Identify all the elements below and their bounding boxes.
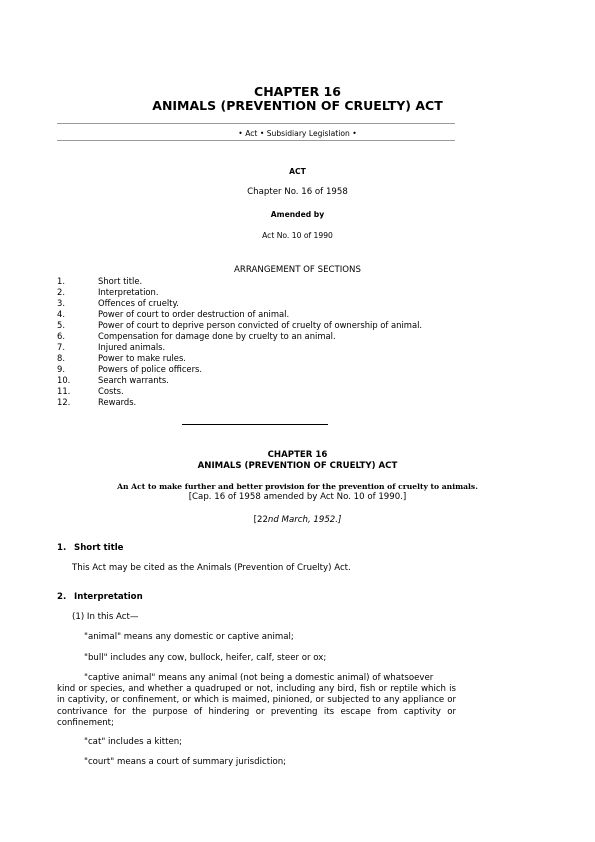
chapter-number: Chapter No. 16 of 1958: [247, 187, 348, 197]
definition-cat: "cat" includes a kitten;: [84, 737, 183, 747]
nav-divider: [57, 140, 455, 141]
definition-captive-animal-first-line: "captive animal" means any animal (not being a domestic animal) of whatsoever: [84, 673, 434, 683]
section-number: 11.: [57, 386, 71, 396]
definition-bull: "bull" includes any cow, bullock, heifer, calf, steer or ox;: [84, 653, 327, 663]
section-link[interactable]: Powers of police officers.: [98, 364, 203, 374]
section-number: 3.: [57, 298, 65, 308]
section-divider: [182, 424, 328, 425]
section-2-title: Interpretation: [74, 592, 143, 602]
arrangement-heading: ARRANGEMENT OF SECTIONS: [234, 265, 361, 275]
section-link[interactable]: Interpretation.: [98, 287, 159, 297]
date-bracket: [: [253, 515, 257, 525]
section-number: 9.: [57, 364, 65, 374]
section-number: 12.: [57, 397, 71, 407]
act-heading: ACT: [289, 167, 306, 176]
section-link[interactable]: Costs.: [98, 386, 124, 396]
subsection-1-intro: (1) In this Act—: [72, 612, 139, 622]
body-chapter-heading: CHAPTER 16: [267, 450, 328, 460]
section-number: 8.: [57, 353, 65, 363]
date-rest: [279, 515, 342, 525]
amending-act: Act No. 10 of 1990: [262, 231, 333, 240]
chapter-heading: CHAPTER 16: [254, 84, 341, 99]
section-number: 10.: [57, 375, 71, 385]
section-link[interactable]: Power to make rules.: [98, 353, 186, 363]
date-rest-text: March, 1952.]: [278, 515, 342, 525]
section-link[interactable]: Short title.: [98, 276, 143, 286]
section-link[interactable]: Power of court to deprive person convicted of cruelty of ownership of animal.: [98, 320, 423, 330]
date-suffix: nd: [267, 515, 279, 525]
section-link[interactable]: Offences of cruelty.: [98, 298, 179, 308]
definition-court: "court" means a court of summary jurisdiction;: [84, 757, 287, 767]
section-number: 4.: [57, 309, 65, 319]
section-link[interactable]: Compensation for damage done by cruelty to an animal.: [98, 331, 336, 341]
section-number: 7.: [57, 342, 65, 352]
long-title: An Act to make further and better provision for the prevention of cruelty to animals.: [117, 482, 478, 491]
body-act-title: ANIMALS (PREVENTION OF CRUELTY) ACT: [197, 461, 398, 471]
citation-note: [Cap. 16 of 1958 amended by Act No. 10 of 1990.]: [188, 492, 407, 502]
section-link[interactable]: Power of court to order destruction of animal.: [98, 309, 290, 319]
section-link[interactable]: Search warrants.: [98, 375, 169, 385]
section-link[interactable]: Injured animals.: [98, 342, 166, 352]
legislation-nav[interactable]: • Act • Subsidiary Legislation •: [238, 129, 357, 138]
section-number: 6.: [57, 331, 65, 341]
commencement-date: [0, 515, 595, 526]
act-title: ANIMALS (PREVENTION OF CRUELTY) ACT: [152, 98, 443, 113]
section-1-number: 1.: [57, 543, 67, 553]
section-number: 5.: [57, 320, 65, 330]
definition-captive-animal-continued: kind or species, and whether a quadruped or not, including any bird, fish or reptile which is in captivity, or confinement, or which is maimed, pinioned, or subjected to any appliance or contrivance for the purpose of hindering or preventing its escape from captivity or confinement;: [57, 684, 456, 728]
definition-animal: "animal" means any domestic or captive animal;: [84, 632, 294, 642]
date-day: 22: [256, 515, 268, 525]
top-divider: [57, 123, 455, 124]
amended-by-label: Amended by: [270, 210, 325, 219]
section-link[interactable]: Rewards.: [98, 397, 137, 407]
section-1-text: This Act may be cited as the Animals (Prevention of Cruelty) Act.: [72, 563, 351, 573]
section-number: 2.: [57, 287, 65, 297]
section-1-title: Short title: [74, 543, 124, 553]
section-number: 1.: [57, 276, 65, 286]
section-2-number: 2.: [57, 592, 67, 602]
